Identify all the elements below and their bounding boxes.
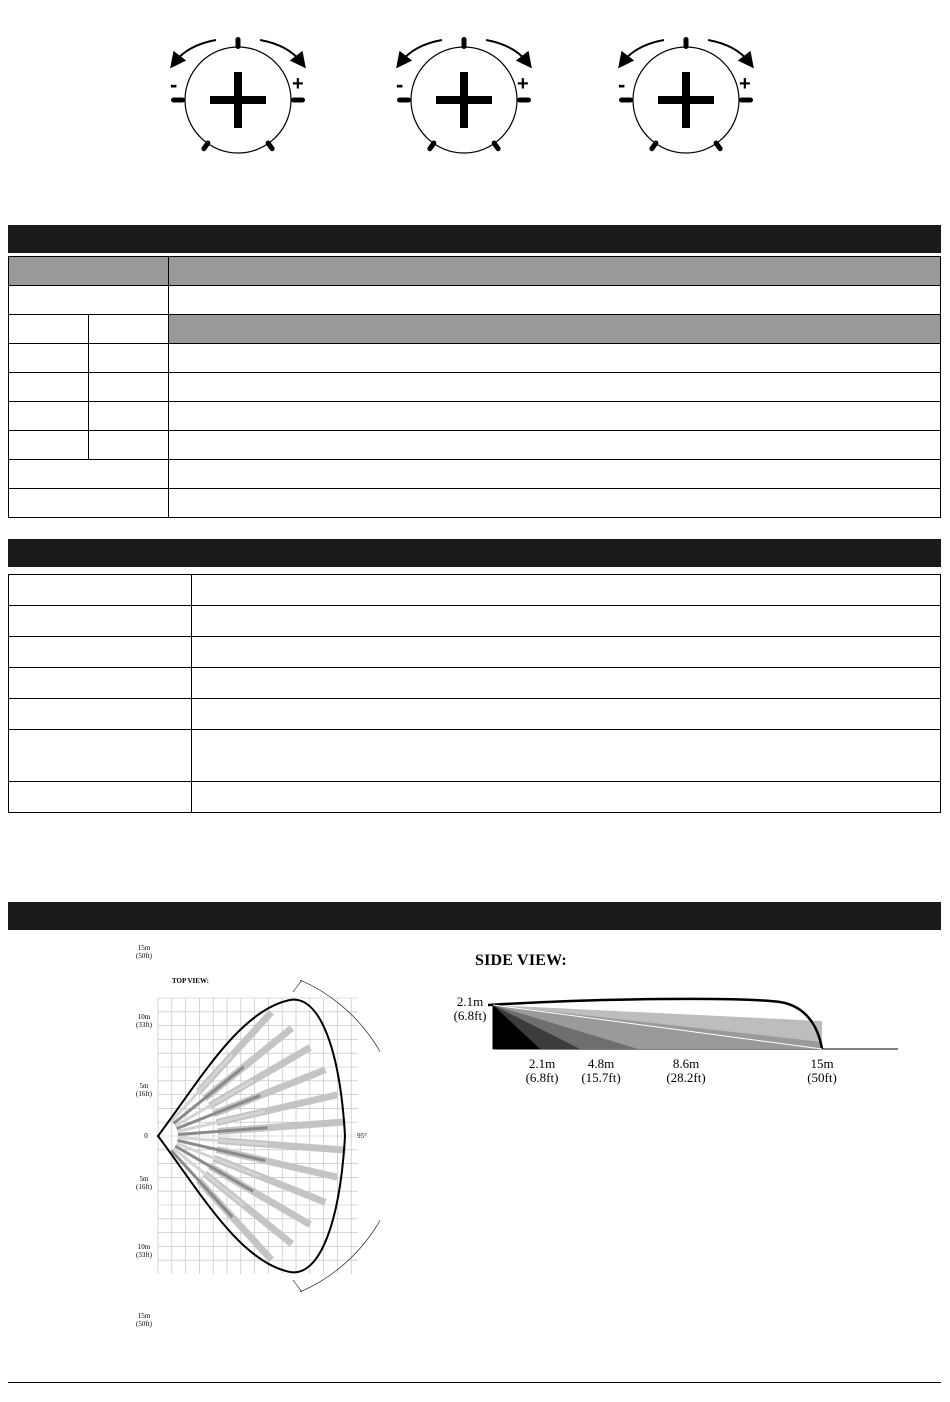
table-row — [9, 730, 941, 782]
section-header-bar — [8, 539, 941, 567]
knob-1-minus-label: - — [170, 72, 178, 97]
table-row — [9, 668, 941, 699]
y-label: 10m (33ft) — [136, 1013, 152, 1029]
side-view-title: SIDE VIEW: — [475, 952, 567, 969]
top-view-title: TOP VIEW: — [172, 977, 209, 985]
table-row — [9, 257, 941, 286]
table-row — [9, 344, 941, 373]
table-row — [9, 699, 941, 730]
y-label: 10m (33ft) — [136, 1243, 152, 1259]
knob-2[interactable] — [397, 37, 531, 153]
knob-3-minus-label: - — [618, 72, 626, 97]
top-view-angle: 95° — [357, 1132, 367, 1140]
knob-2-minus-label: - — [396, 72, 404, 97]
side-view-distance-label: 4.8m (15.7ft) — [581, 1056, 621, 1085]
y-label: 15m (50ft) — [136, 1312, 152, 1328]
table-row — [9, 402, 941, 431]
side-view-distance-label: 2.1m (6.8ft) — [525, 1056, 559, 1085]
table-row — [9, 431, 941, 460]
knob-1[interactable] — [171, 37, 305, 153]
specs-table — [8, 574, 941, 813]
side-view-distance-label: 8.6m (28.2ft) — [666, 1056, 706, 1085]
side-view-height-label: 2.1m (6.8ft) — [453, 994, 487, 1023]
side-view-diagram — [480, 990, 910, 1060]
table-row — [9, 606, 941, 637]
top-view-diagram — [130, 940, 380, 1340]
table-row — [9, 315, 941, 344]
table-row — [9, 575, 941, 606]
knob-2-plus-label: + — [517, 73, 529, 95]
section-header-bar — [8, 225, 941, 253]
side-view-distance-label: 15m (50ft) — [807, 1056, 837, 1085]
y-label: 15m (50ft) — [136, 944, 152, 960]
y-label: 5m (16ft) — [136, 1082, 152, 1098]
y-label: 0 — [144, 1132, 148, 1140]
knob-3[interactable] — [619, 37, 753, 153]
table-row — [9, 782, 941, 813]
knob-3-plus-label: + — [739, 73, 751, 95]
table-row — [9, 460, 941, 489]
table-row — [9, 637, 941, 668]
table-row — [9, 373, 941, 402]
y-label: 5m (16ft) — [136, 1175, 152, 1191]
section-header-bar — [8, 902, 941, 930]
settings-table — [8, 256, 941, 518]
table-row — [9, 286, 941, 315]
footer-rule — [8, 1382, 941, 1383]
knob-1-plus-label: + — [292, 73, 304, 95]
sensitivity-knobs — [0, 0, 950, 200]
table-row — [9, 489, 941, 518]
